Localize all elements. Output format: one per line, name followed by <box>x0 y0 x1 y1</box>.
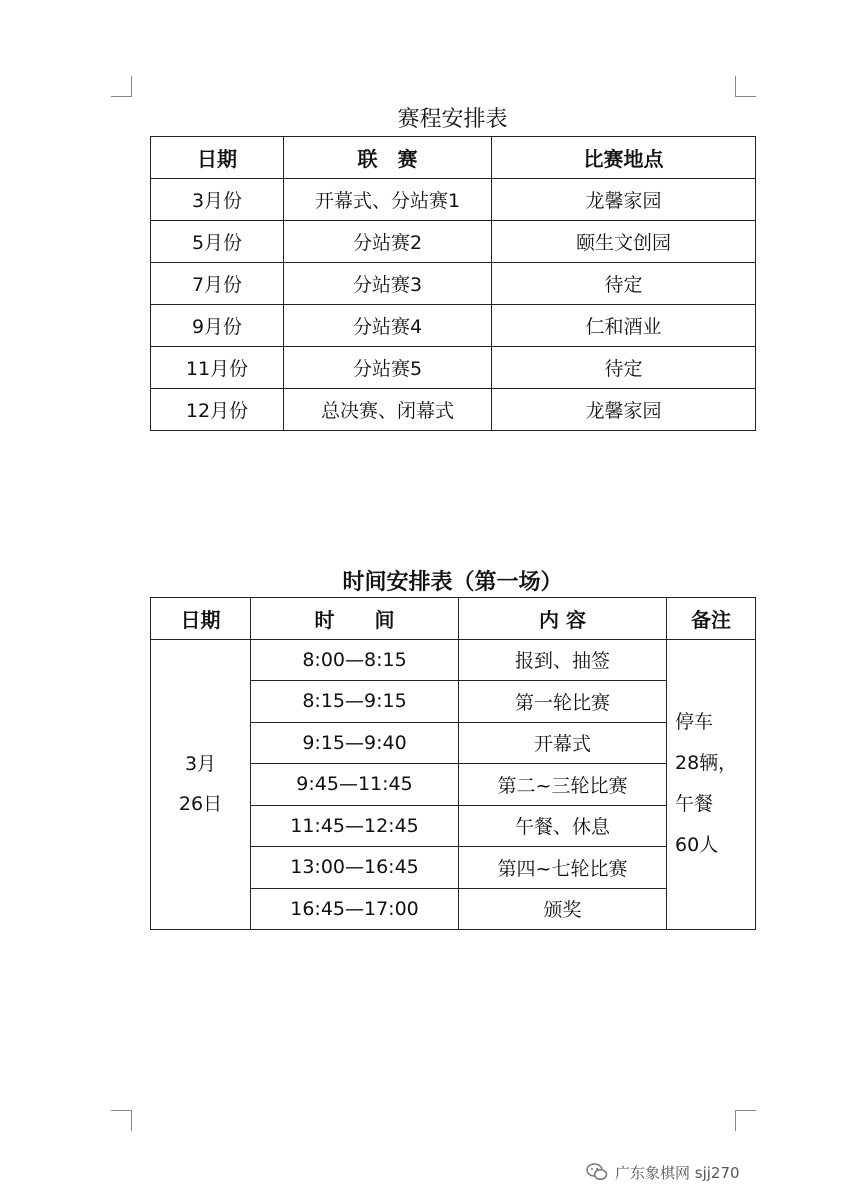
note-cell <box>667 639 756 930</box>
content-cell: 报到、抽签 <box>459 639 667 681</box>
content-cell: 开幕式 <box>459 722 667 764</box>
corner-mark-top-left <box>111 76 132 97</box>
note-line: 午餐 <box>675 793 714 816</box>
content-cell: 第二~三轮比赛 <box>459 764 667 806</box>
table-row <box>151 389 756 431</box>
time-cell: 16:45—17:00 <box>251 888 459 930</box>
table-row <box>151 639 756 681</box>
venue-cell: 仁和酒业 <box>492 305 756 347</box>
column-header-time: 时 间 <box>251 598 459 640</box>
schedule-title: 赛程安排表 <box>397 107 508 132</box>
event-date-month: 3月 <box>184 753 217 776</box>
note-line: 28辆， <box>675 752 738 775</box>
schedule-header-row <box>151 137 756 179</box>
content-cell: 颁奖 <box>459 888 667 930</box>
table-row <box>151 221 756 263</box>
time-cell: 9:45—11:45 <box>251 764 459 806</box>
schedule-table <box>150 136 756 431</box>
watermark-text: 广东象棋网 sjj270 <box>615 1163 740 1182</box>
column-header-date: 日期 <box>151 137 284 179</box>
corner-mark-top-right <box>735 76 756 97</box>
league-cell: 总决赛、闭幕式 <box>284 389 492 431</box>
event-date-day: 26日 <box>178 793 223 816</box>
date-cell: 12月份 <box>151 389 284 431</box>
league-cell: 分站赛2 <box>284 221 492 263</box>
table-row <box>151 179 756 221</box>
content-cell: 第四~七轮比赛 <box>459 847 667 889</box>
time-cell: 9:15—9:40 <box>251 722 459 764</box>
column-header-note: 备注 <box>667 598 756 640</box>
venue-cell: 龙馨家园 <box>492 179 756 221</box>
time-cell: 8:00—8:15 <box>251 639 459 681</box>
column-header-date: 日期 <box>151 598 251 640</box>
league-cell: 分站赛5 <box>284 347 492 389</box>
content-cell: 第一轮比赛 <box>459 681 667 723</box>
note-line: 60人 <box>675 834 719 857</box>
time-cell: 11:45—12:45 <box>251 805 459 847</box>
league-cell: 分站赛4 <box>284 305 492 347</box>
time-cell: 8:15—9:15 <box>251 681 459 723</box>
table-row <box>151 347 756 389</box>
date-cell: 5月份 <box>151 221 284 263</box>
league-cell: 开幕式、分站赛1 <box>284 179 492 221</box>
timetable-header-row <box>151 598 756 640</box>
column-header-venue: 比赛地点 <box>492 137 756 179</box>
corner-mark-bottom-left <box>111 1110 132 1131</box>
corner-mark-bottom-right <box>735 1110 756 1131</box>
date-cell: 3月份 <box>151 179 284 221</box>
timetable-title: 时间安排表（第一场） <box>342 570 563 595</box>
league-cell: 分站赛3 <box>284 263 492 305</box>
note-line: 停车 <box>675 711 714 734</box>
event-date-cell <box>151 639 251 930</box>
date-cell: 7月份 <box>151 263 284 305</box>
content-cell: 午餐、休息 <box>459 805 667 847</box>
table-row <box>151 305 756 347</box>
venue-cell: 龙馨家园 <box>492 389 756 431</box>
timetable-table <box>150 597 756 930</box>
venue-cell: 待定 <box>492 263 756 305</box>
date-cell: 11月份 <box>151 347 284 389</box>
column-header-content: 内 容 <box>459 598 667 640</box>
time-cell: 13:00—16:45 <box>251 847 459 889</box>
date-cell: 9月份 <box>151 305 284 347</box>
venue-cell: 待定 <box>492 347 756 389</box>
watermark <box>585 1158 740 1186</box>
column-header-league: 联 赛 <box>284 137 492 179</box>
table-row <box>151 263 756 305</box>
wechat-icon <box>585 1160 609 1184</box>
venue-cell: 颐生文创园 <box>492 221 756 263</box>
